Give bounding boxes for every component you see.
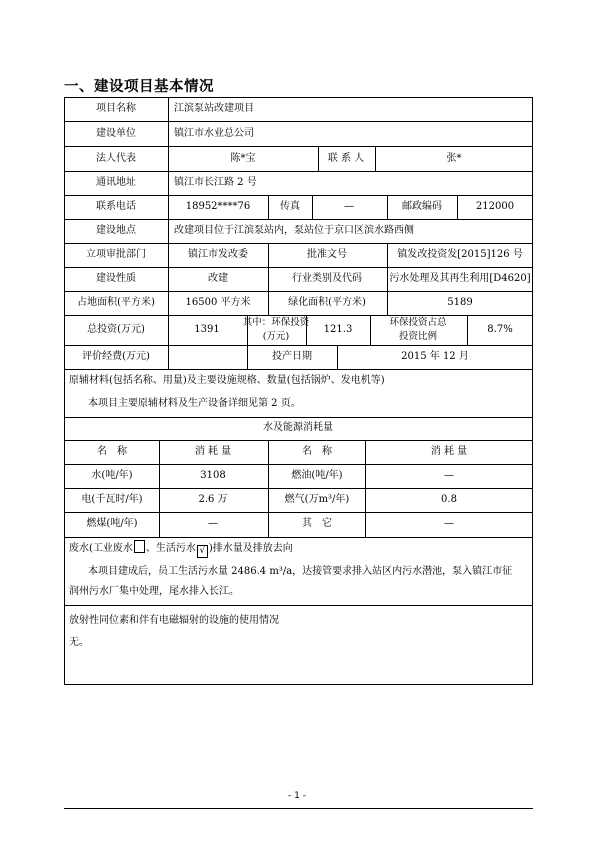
- phone-label: 联系电话: [96, 201, 136, 212]
- address-value: 镇江市长江路 2 号: [174, 177, 257, 188]
- row-divider: [64, 195, 533, 196]
- col-header-name: 名 称: [97, 446, 127, 457]
- row-divider: [64, 537, 533, 538]
- water-energy-title: 水及能源消耗量: [263, 422, 333, 433]
- project-name-label: 项目名称: [96, 103, 136, 114]
- column-divider: [159, 440, 160, 537]
- column-divider: [268, 243, 269, 315]
- col-header-amount: 消 耗 量: [194, 446, 232, 457]
- wastewater-title-part: 、生活污水: [145, 543, 196, 554]
- legal-rep-label: 法人代表: [96, 153, 136, 164]
- site-value: 改建项目位于江滨泵站内，泵站位于京口区滨水路西侧: [174, 225, 414, 236]
- phone-value: 18952****76: [185, 201, 251, 212]
- column-divider: [312, 195, 313, 219]
- wastewater-title-part: 废水(工业废水: [69, 543, 133, 554]
- column-divider: [268, 440, 269, 537]
- green-value: 5189: [447, 297, 473, 308]
- eval-fee-label: 评价经费(万元): [82, 351, 150, 362]
- footer-rule: [64, 808, 533, 809]
- col-header-name: 名 称: [302, 446, 332, 457]
- fax-value: —: [344, 201, 354, 212]
- approval-dept-value: 镇江市发改委: [188, 249, 248, 260]
- industry-value: 污水处理及其再生利用[D4620]: [389, 273, 531, 284]
- address-label: 通讯地址: [96, 177, 136, 188]
- table-cell: 2.6 万: [198, 494, 228, 505]
- row-divider: [64, 345, 533, 346]
- page-number: - 1 -: [288, 791, 306, 801]
- env-invest-label-line2: (万元): [262, 331, 290, 342]
- nature-value: 改建: [208, 273, 228, 284]
- wastewater-body-line2: 润州污水厂集中处理，尾水排入长江。: [69, 586, 239, 597]
- row-divider: [64, 512, 533, 513]
- table-cell: 燃气(万m³/年): [284, 494, 350, 505]
- materials-body: 本项目主要原辅材料及生产设备详细见第 2 页。: [88, 398, 301, 409]
- area-label: 占地面积(平方米): [77, 297, 155, 308]
- column-divider: [168, 97, 169, 369]
- fax-label: 传真: [280, 201, 300, 212]
- project-name-value: 江滨泵站改建项目: [174, 103, 254, 114]
- wastewater-body-line1: 本项目建成后，员工生活污水量 2486.4 m³/a，达接管要求排入站区内污水潜池，泵入镇江市征: [88, 566, 513, 577]
- table-cell: 燃油(吨/年): [291, 470, 343, 481]
- approval-no-value: 镇发改投资发[2015]126 号: [397, 249, 523, 260]
- column-divider: [375, 146, 376, 171]
- table-cell: 其 它: [302, 518, 332, 529]
- invest-label: 总投资(万元): [87, 324, 145, 335]
- env-ratio-value: 8.7%: [487, 324, 513, 335]
- row-divider: [64, 440, 533, 441]
- row-divider: [64, 369, 533, 370]
- row-divider: [64, 267, 533, 268]
- contact-label: 联 系 人: [327, 153, 365, 164]
- column-divider: [268, 195, 269, 219]
- column-divider: [457, 195, 458, 219]
- table-cell: 0.8: [441, 494, 457, 505]
- start-date-value: 2015 年 12 月: [401, 351, 469, 362]
- table-cell: 电(千瓦时/年): [81, 494, 143, 505]
- legal-rep-value: 陈*宝: [230, 153, 256, 164]
- wastewater-title-part: )排水量及排放去向: [208, 543, 293, 554]
- env-ratio-label-line1: 环保投资占总: [389, 317, 447, 328]
- table-cell: 燃煤(吨/年): [86, 518, 138, 529]
- column-divider: [318, 146, 319, 171]
- industry-label: 行业类别及代码: [292, 273, 362, 284]
- table-cell: 3108: [200, 470, 226, 481]
- table-cell: —: [444, 470, 454, 481]
- row-divider: [64, 121, 533, 122]
- site-label: 建设地点: [96, 225, 136, 236]
- table-cell: —: [208, 518, 218, 529]
- table-cell: —: [444, 518, 454, 529]
- green-label: 绿化面积(平方米): [288, 297, 366, 308]
- row-divider: [64, 146, 533, 147]
- row-divider: [64, 219, 533, 220]
- builder-label: 建设单位: [96, 128, 136, 139]
- column-divider: [365, 440, 366, 537]
- start-date-label: 投产日期: [272, 351, 312, 362]
- wastewater-title: [69, 540, 293, 558]
- env-ratio-label-line2: 投资比例: [398, 331, 438, 342]
- radiation-title: 放射性同位素和伴有电磁辐射的设施的使用情况: [69, 615, 279, 626]
- postcode-value: 212000: [475, 201, 515, 212]
- nature-label: 建设性质: [96, 273, 136, 284]
- section-heading: 一、建设项目基本情况: [64, 79, 214, 95]
- row-divider: [64, 464, 533, 465]
- column-divider: [387, 243, 388, 315]
- row-divider: [64, 488, 533, 489]
- area-value: 16500 平方米: [185, 297, 251, 308]
- contact-value: 张*: [446, 153, 462, 164]
- env-invest-label-line1: 其中：环保投资: [242, 317, 310, 328]
- radiation-body: 无。: [69, 637, 89, 648]
- column-divider: [247, 345, 248, 369]
- column-divider: [337, 345, 338, 369]
- row-divider: [64, 291, 533, 292]
- column-divider: [370, 315, 371, 345]
- row-divider: [64, 171, 533, 172]
- table-cell: 水(吨/年): [91, 470, 133, 481]
- invest-value: 1391: [194, 324, 220, 335]
- row-divider: [64, 315, 533, 316]
- row-divider: [64, 417, 533, 418]
- postcode-label: 邮政编码: [402, 201, 442, 212]
- row-divider: [64, 605, 533, 606]
- row-divider: [64, 243, 533, 244]
- industrial-wastewater-checkbox: [134, 540, 145, 553]
- domestic-sewage-checkbox: √: [197, 545, 208, 558]
- col-header-amount: 消 耗 量: [430, 446, 468, 457]
- column-divider: [467, 315, 468, 345]
- builder-value: 镇江市水业总公司: [174, 128, 254, 139]
- materials-title: 原辅材料(包括名称、用量)及主要设施规格、数量(包括锅炉、发电机等): [69, 375, 385, 386]
- approval-no-label: 批准文号: [307, 249, 347, 260]
- env-invest-value: 121.3: [323, 324, 353, 335]
- approval-dept-label: 立项审批部门: [86, 249, 146, 260]
- column-divider: [387, 195, 388, 219]
